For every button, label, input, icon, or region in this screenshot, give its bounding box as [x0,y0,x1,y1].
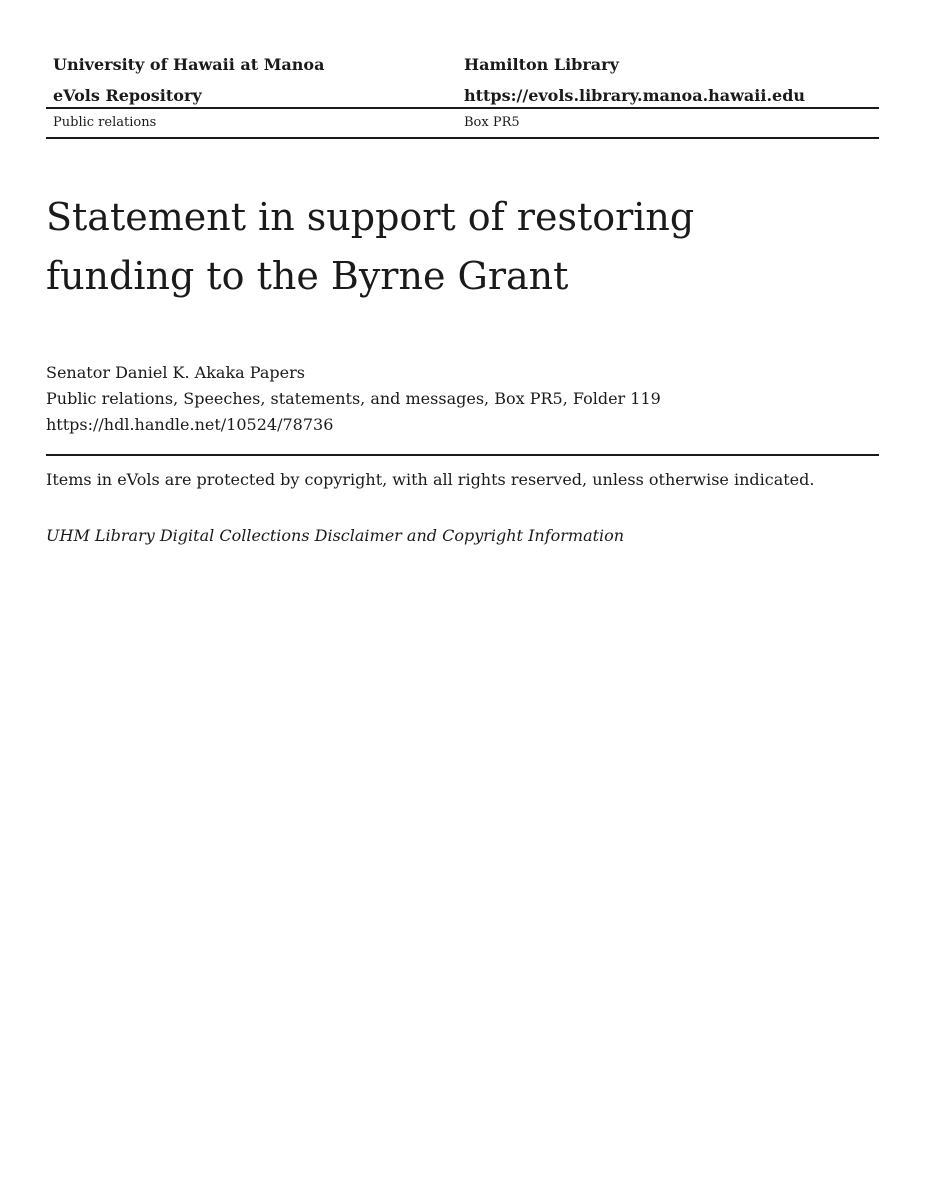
rights-divider [46,454,879,456]
copyright-statement: Items in eVols are protected by copyright, with all rights reserved, unless otherwise indicated. [46,470,815,489]
collection-name: Senator Daniel K. Akaka Papers [46,363,305,382]
document-title [46,188,879,306]
header-row-collection [46,109,879,137]
library-name: Hamilton Library [464,55,619,74]
disclaimer-link[interactable]: UHM Library Digital Collections Disclaimer and Copyright Information [46,526,625,545]
document-metadata [46,360,879,438]
header-row-repository [46,85,879,107]
header-row-institution [46,54,879,85]
repository-name: eVols Repository [53,86,202,105]
box-label: Box PR5 [464,115,520,130]
document-title-line-1: Statement in support of restoring [46,195,695,239]
handle-url-link[interactable]: https://hdl.handle.net/10524/78736 [46,415,334,434]
institution-name: University of Hawaii at Manoa [53,55,325,74]
series-path: Public relations, Speeches, statements, and messages, Box PR5, Folder 119 [46,389,661,408]
repository-url-link[interactable]: https://evols.library.manoa.hawaii.edu [464,86,806,105]
collection-label: Public relations [53,115,157,130]
header-divider-bottom [46,137,879,139]
repository-header [46,54,879,139]
document-title-line-2: funding to the Byrne Grant [46,254,569,298]
